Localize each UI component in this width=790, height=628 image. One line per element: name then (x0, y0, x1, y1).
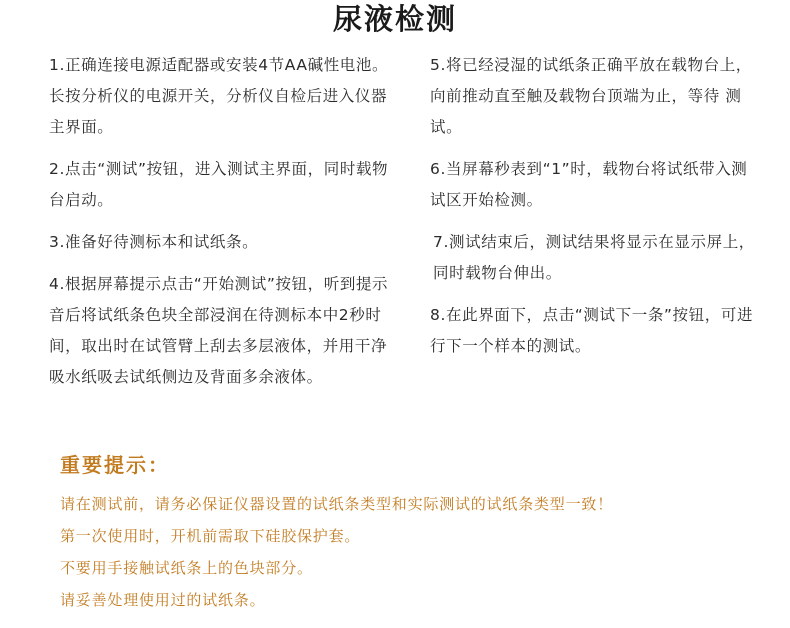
notice-item: 请妥善处理使用过的试纸条。 (60, 591, 266, 609)
notice-item: 不要用手接触试纸条上的色块部分。 (60, 559, 313, 577)
step-4: 4.根据屏幕提示点击“开始测试”按钮，听到提示音后将试纸条色块全部浸润在待测标本中2秒时间，取出时在试管臂上刮去多层液体，并用干净吸水纸吸去试纸侧边及背面多余液体。 (49, 275, 389, 386)
notice-title: 重要提示： (60, 453, 170, 477)
page-title: 尿液检测 (332, 2, 457, 36)
step-8: 8.在此界面下，点击“测试下一条”按钮，可进行下一个样本的测试。 (430, 306, 754, 355)
right-instructions (430, 50, 760, 373)
step-3: 3.准备好待测标本和试纸条。 (49, 233, 259, 251)
left-instructions (49, 50, 394, 404)
step-6: 6.当屏幕秒表到“1”时，载物台将试纸带入测试区开始检测。 (430, 160, 748, 209)
important-notice (60, 448, 760, 616)
step-2: 2.点击“测试”按钮，进入测试主界面，同时载物台启动。 (49, 160, 389, 209)
notice-item: 第一次使用时，开机前需取下硅胶保护套。 (60, 527, 361, 545)
step-7: 7.测试结束后，测试结果将显示在显示屏上，同时载物台伸出。 (433, 233, 755, 282)
step-5: 5.将已经浸湿的试纸条正确平放在载物台上，向前推动直至触及载物台顶端为止，等待 测试。 (430, 56, 752, 136)
step-1: 1.正确连接电源适配器或安装4节AA碱性电池。长按分析仪的电源开关，分析仪自检后进入仪器主界面。 (49, 56, 389, 136)
notice-item: 请在测试前，请务必保证仪器设置的试纸条类型和实际测试的试纸条类型一致！ (60, 495, 614, 513)
